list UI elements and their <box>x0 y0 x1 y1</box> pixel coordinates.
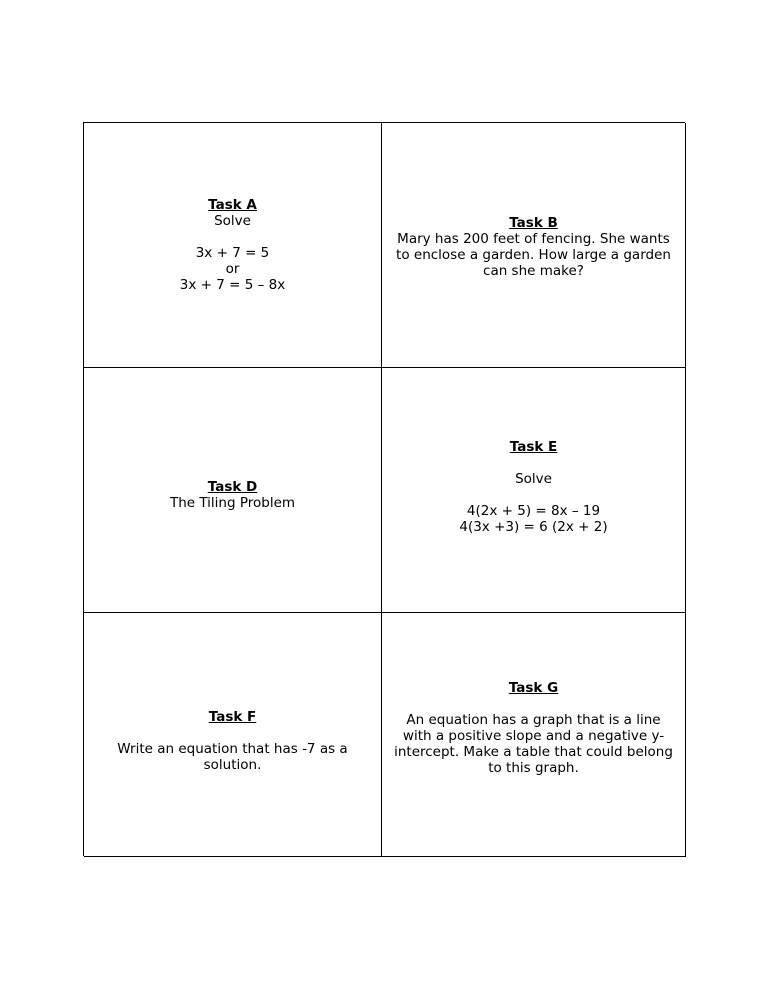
task-a-equation-2: 3x + 7 = 5 – 8x <box>179 277 286 293</box>
task-e-equation-2: 4(3x +3) = 6 (2x + 2) <box>459 519 608 535</box>
task-card-d <box>84 368 382 613</box>
task-a-equation-1: 3x + 7 = 5 <box>195 245 270 261</box>
task-f-title: Task F <box>208 708 257 725</box>
task-a-instruction: Solve <box>214 213 251 229</box>
task-card-g <box>382 613 686 857</box>
task-f-description: Write an equation that has -7 as a solution. <box>117 740 348 773</box>
task-g-description: An equation has a graph that is a line with a positive slope and a negative y-intercept. Make a table that could belong to this graph. <box>394 711 673 776</box>
task-e-title: Task E <box>509 439 558 455</box>
task-card-f <box>84 613 382 857</box>
task-card-b <box>382 123 686 368</box>
task-card-e <box>382 368 686 613</box>
task-e-equation-1: 4(2x + 5) = 8x – 19 <box>466 503 601 519</box>
task-card-grid <box>83 122 685 856</box>
task-card-a <box>84 123 382 368</box>
task-e-instruction: Solve <box>515 471 552 487</box>
task-a-or: or <box>225 261 240 277</box>
task-b-title: Task B <box>509 215 558 231</box>
task-a-title: Task A <box>208 197 257 213</box>
task-g-title: Task G <box>508 679 559 696</box>
task-b-description: Mary has 200 feet of fencing. She wants to enclose a garden. How large a garden can she make? <box>396 231 671 279</box>
task-d-description: The Tiling Problem <box>169 495 296 511</box>
task-d-title: Task D <box>207 479 258 495</box>
